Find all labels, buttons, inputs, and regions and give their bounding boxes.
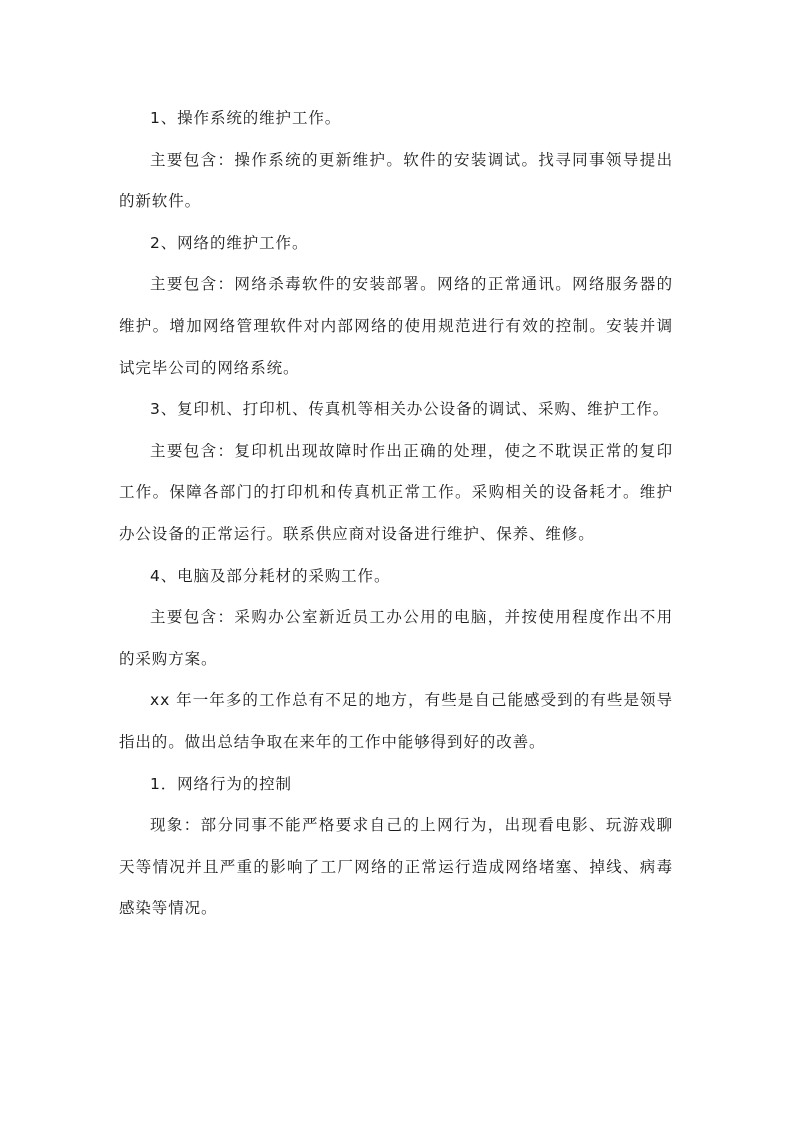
office-equipment-details: 主要包含：复印机出现故障时作出正确的处理，使之不耽误正常的复印工作。保障各部门的打印机和传真机正常工作。采购相关的设备耗才。维护办公设备的正常运行。联系供应商对设备进行维护、保养、维修。 [119,441,673,543]
section-heading-network-behavior: 1．网络行为的控制 [150,774,292,793]
document-body [119,98,673,930]
network-maintenance-details: 主要包含：网络杀毒软件的安装部署。网络的正常通讯。网络服务器的维护。增加网络管理软件对内部网络的使用规范进行有效的控制。安装并调试完毕公司的网络系统。 [119,275,673,377]
section-heading-network-maintenance: 2、网络的维护工作。 [150,233,309,252]
section-heading-office-equipment: 3、复印机、打印机、传真机等相关办公设备的调试、采购、维护工作。 [150,400,670,419]
section-heading-os-maintenance: 1、操作系统的维护工作。 [150,109,342,127]
section-heading-procurement: 4、电脑及部分耗材的采购工作。 [150,566,391,585]
summary-paragraph: xx 年一年多的工作总有不足的地方，有些是自己能感受到的有些是领导指出的。做出总结争取在来年的工作中能够得到好的改善。 [119,691,673,751]
procurement-details: 主要包含：采购办公室新近员工办公用的电脑，并按使用程度作出不用的采购方案。 [119,608,673,668]
network-behavior-phenomenon: 现象：部分同事不能严格要求自己的上网行为，出现看电影、玩游戏聊天等情况并且严重的影响了工厂网络的正常运行造成网络堵塞、掉线、病毒感染等情况。 [119,816,673,918]
os-maintenance-details: 主要包含：操作系统的更新维护。软件的安装调试。找寻同事领导提出的新软件。 [119,150,673,211]
